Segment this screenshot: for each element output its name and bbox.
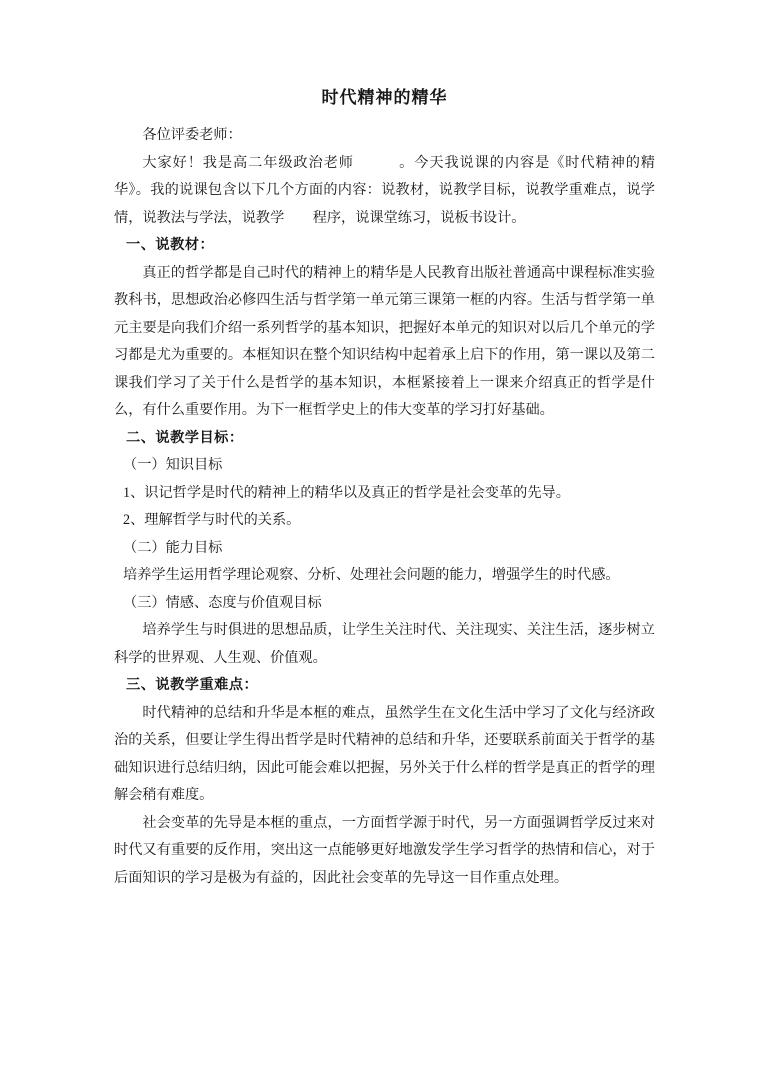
section-heading-key-difficult-points: 三、说教学重难点： — [126, 677, 259, 693]
document-title: 时代精神的精华 — [321, 88, 448, 107]
knowledge-objective-subheading: （一）知识目标 — [123, 457, 223, 473]
knowledge-objective-item-2: 2、理解哲学与时代的关系。 — [123, 512, 301, 528]
document-body — [114, 122, 655, 892]
intro-paragraph: 大家好！我是高二年级政治老师 。今天我说课的内容是《时代精神的精华》。我的说课包含以下几个方面的内容：说教材，说教学目标，说教学重难点，说学情，说教法与学法，说教学 程序，说课堂练习，说板书设计。 — [114, 154, 655, 226]
ability-objective-paragraph: 培养学生运用哲学理论观察、分析、处理社会问题的能力，增强学生的时代感。 — [123, 567, 620, 583]
section-heading-teaching-objectives: 二、说教学目标： — [126, 429, 244, 446]
teaching-material-paragraph: 真正的哲学都是自己时代的精神上的精华是人民教育出版社普通高中课程标准实验教科书，思想政治必修四生活与哲学第一单元第三课第一框的内容。生活与哲学第一单元主要是向我们介绍一系列哲学的基本知识，把握好本单元的知识对以后几个单元的学习都是尤为重要的。本框知识在整个知识结构中起着承上启下的作用，第一课以及第二课我们学习了关于什么是哲学的基本知识，本框紧接着上一课来介绍真正的哲学是什么，有什么重要作用。为下一框哲学史上的伟大变革的学习打好基础。 — [114, 264, 655, 418]
difficult-point-paragraph: 时代精神的总结和升华是本框的难点，虽然学生在文化生活中学习了文化与经济政治的关系，但要让学生得出哲学是时代精神的总结和升华，还要联系前面关于哲学的基础知识进行总结归纳，因此可能会难以把握，另外关于什么样的哲学是真正的哲学的理解会稍有难度。 — [114, 704, 655, 803]
key-point-paragraph: 社会变革的先导是本框的重点，一方面哲学源于时代，另一方面强调哲学反过来对时代又有重要的反作用，突出这一点能够更好地激发学生学习哲学的热情和信心，对于后面知识的学习是极为有益的，因此社会变革的先导这一目作重点处理。 — [114, 814, 655, 886]
salutation: 各位评委老师： — [142, 127, 242, 143]
section-heading-teaching-material: 一、说教材： — [126, 237, 215, 253]
values-objective-paragraph: 培养学生与时俱进的思想品质，让学生关注时代、关注现实、关注生活，逐步树立科学的世界观、人生观、价值观。 — [114, 622, 655, 666]
document-page — [0, 84, 770, 1084]
knowledge-objective-item-1: 1、识记哲学是时代的精神上的精华以及真正的哲学是社会变革的先导。 — [123, 484, 570, 501]
ability-objective-subheading: （二）能力目标 — [123, 539, 223, 556]
values-objective-subheading: （三）情感、态度与价值观目标 — [123, 594, 322, 611]
